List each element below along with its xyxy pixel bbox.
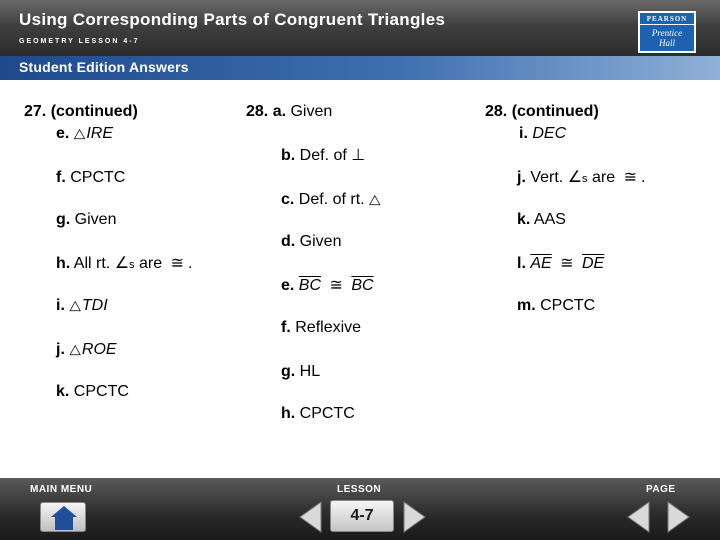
answer-27e: [56, 124, 113, 144]
answer-text: Given: [290, 103, 333, 120]
label: f.: [56, 169, 66, 186]
lesson-label: LESSON: [337, 484, 382, 495]
answer-text: IRE: [86, 125, 114, 142]
label: h.: [56, 255, 71, 272]
logo-bottom-text: [640, 25, 694, 48]
logo-top-text: PEARSON: [640, 13, 694, 25]
angle-icon: ∠: [114, 255, 130, 272]
lesson-prev-button[interactable]: [297, 500, 325, 539]
label: c.: [281, 191, 295, 208]
label: m.: [517, 297, 536, 314]
main-menu-label: MAIN MENU: [30, 484, 93, 495]
congruent-icon: ≅: [170, 255, 184, 272]
answer-28g: [281, 362, 320, 382]
answer-27g: [56, 210, 116, 230]
answer-text: CPCTC: [299, 405, 355, 422]
triangle-icon: △: [369, 191, 381, 208]
triangle-icon: △: [69, 297, 81, 314]
triangle-right-icon: [664, 500, 692, 534]
lesson-number-button[interactable]: 4-7: [330, 500, 394, 532]
plural-subscript: s: [129, 259, 135, 271]
banner-text: Student Edition Answers: [19, 59, 189, 75]
label: g.: [281, 363, 296, 380]
segment-1: $\overline{BC}$: [298, 277, 322, 294]
label: h.: [281, 405, 296, 422]
triangle-right-icon: [400, 500, 428, 534]
answer-text: ROE: [81, 341, 117, 358]
answer-text: HL: [299, 363, 321, 380]
label: 28. a.: [246, 103, 287, 120]
answer-28c: [281, 190, 382, 210]
label: e.: [281, 277, 295, 294]
answer-27j: [56, 340, 117, 360]
congruent-icon: ≅: [623, 169, 637, 186]
label: b.: [281, 147, 296, 164]
header-bar: [0, 0, 720, 56]
label: d.: [281, 233, 296, 250]
answer-27f: [56, 168, 125, 188]
answer-27k: [56, 382, 129, 402]
page-subtitle: GEOMETRY LESSON 4-7: [19, 38, 140, 45]
triangle-icon: △: [73, 125, 86, 142]
label: j.: [56, 341, 65, 358]
answer-text: Reflexive: [295, 319, 362, 336]
answer-28h: [281, 404, 355, 424]
answer-text-2: are: [138, 255, 163, 272]
col3-heading: 28. (continued): [485, 103, 599, 120]
perpendicular-icon: ⊥: [351, 147, 366, 164]
congruent-icon: ≅: [329, 277, 343, 294]
triangle-left-icon: [297, 500, 325, 534]
label: i.: [519, 125, 528, 142]
logo-line-1: Prentice: [651, 28, 683, 38]
answer-text: Given: [299, 233, 342, 250]
answer-28f: [281, 318, 361, 338]
label: l.: [517, 255, 526, 272]
answer-text: TDI: [81, 297, 108, 314]
answer-text-2: are: [592, 169, 616, 186]
answer-text: Def. of: [299, 147, 347, 164]
angle-icon: ∠: [567, 169, 583, 186]
answer-text: AAS: [533, 211, 566, 228]
label: k.: [56, 383, 70, 400]
answer-27h: [56, 254, 192, 275]
answer-28i: [519, 124, 566, 144]
publisher-logo: [638, 11, 696, 53]
triangle-icon: △: [69, 341, 81, 358]
plural-subscript: s: [582, 173, 588, 185]
page-next-button[interactable]: [664, 500, 692, 539]
answer-text: CPCTC: [73, 383, 129, 400]
label: k.: [517, 211, 531, 228]
main-menu-button[interactable]: [40, 502, 86, 532]
answer-text: CPCTC: [70, 169, 126, 186]
answer-28d: [281, 232, 341, 252]
answer-28b: [281, 146, 365, 166]
col1-heading: 27. (continued): [24, 103, 138, 120]
section-banner: [0, 56, 720, 80]
label: i.: [56, 297, 65, 314]
page-prev-button[interactable]: [625, 500, 653, 539]
label: e.: [56, 125, 70, 142]
answer-text: CPCTC: [540, 297, 596, 314]
page-title: Using Corresponding Parts of Congruent Triangles: [19, 10, 446, 29]
triangle-left-icon: [625, 500, 653, 534]
home-icon: [41, 503, 87, 533]
period: .: [187, 255, 193, 272]
answer-text: Vert.: [530, 169, 564, 186]
lesson-next-button[interactable]: [400, 500, 428, 539]
label: g.: [56, 211, 71, 228]
page-label: PAGE: [646, 484, 676, 495]
logo-line-2: Hall: [658, 38, 675, 48]
label: f.: [281, 319, 291, 336]
answer-text: Given: [74, 211, 117, 228]
answer-28l: [517, 254, 604, 274]
congruent-icon: ≅: [560, 255, 574, 272]
answer-text: Def. of rt.: [298, 191, 365, 208]
answer-28e: [281, 276, 374, 296]
answer-text: DEC: [532, 125, 567, 142]
period: .: [640, 169, 646, 186]
segment-2: $\overline{BC}$: [351, 277, 374, 294]
answer-28k: [517, 210, 566, 230]
answer-text: All rt.: [73, 255, 111, 272]
answer-27i: [56, 296, 108, 316]
answer-28m: [517, 296, 595, 316]
answer-28a: [246, 102, 332, 122]
answer-28j: [517, 168, 645, 189]
segment-1: $\overline{AE}$: [530, 255, 552, 272]
segment-2: $\overline{DE}$: [582, 255, 605, 272]
label: j.: [517, 169, 526, 186]
